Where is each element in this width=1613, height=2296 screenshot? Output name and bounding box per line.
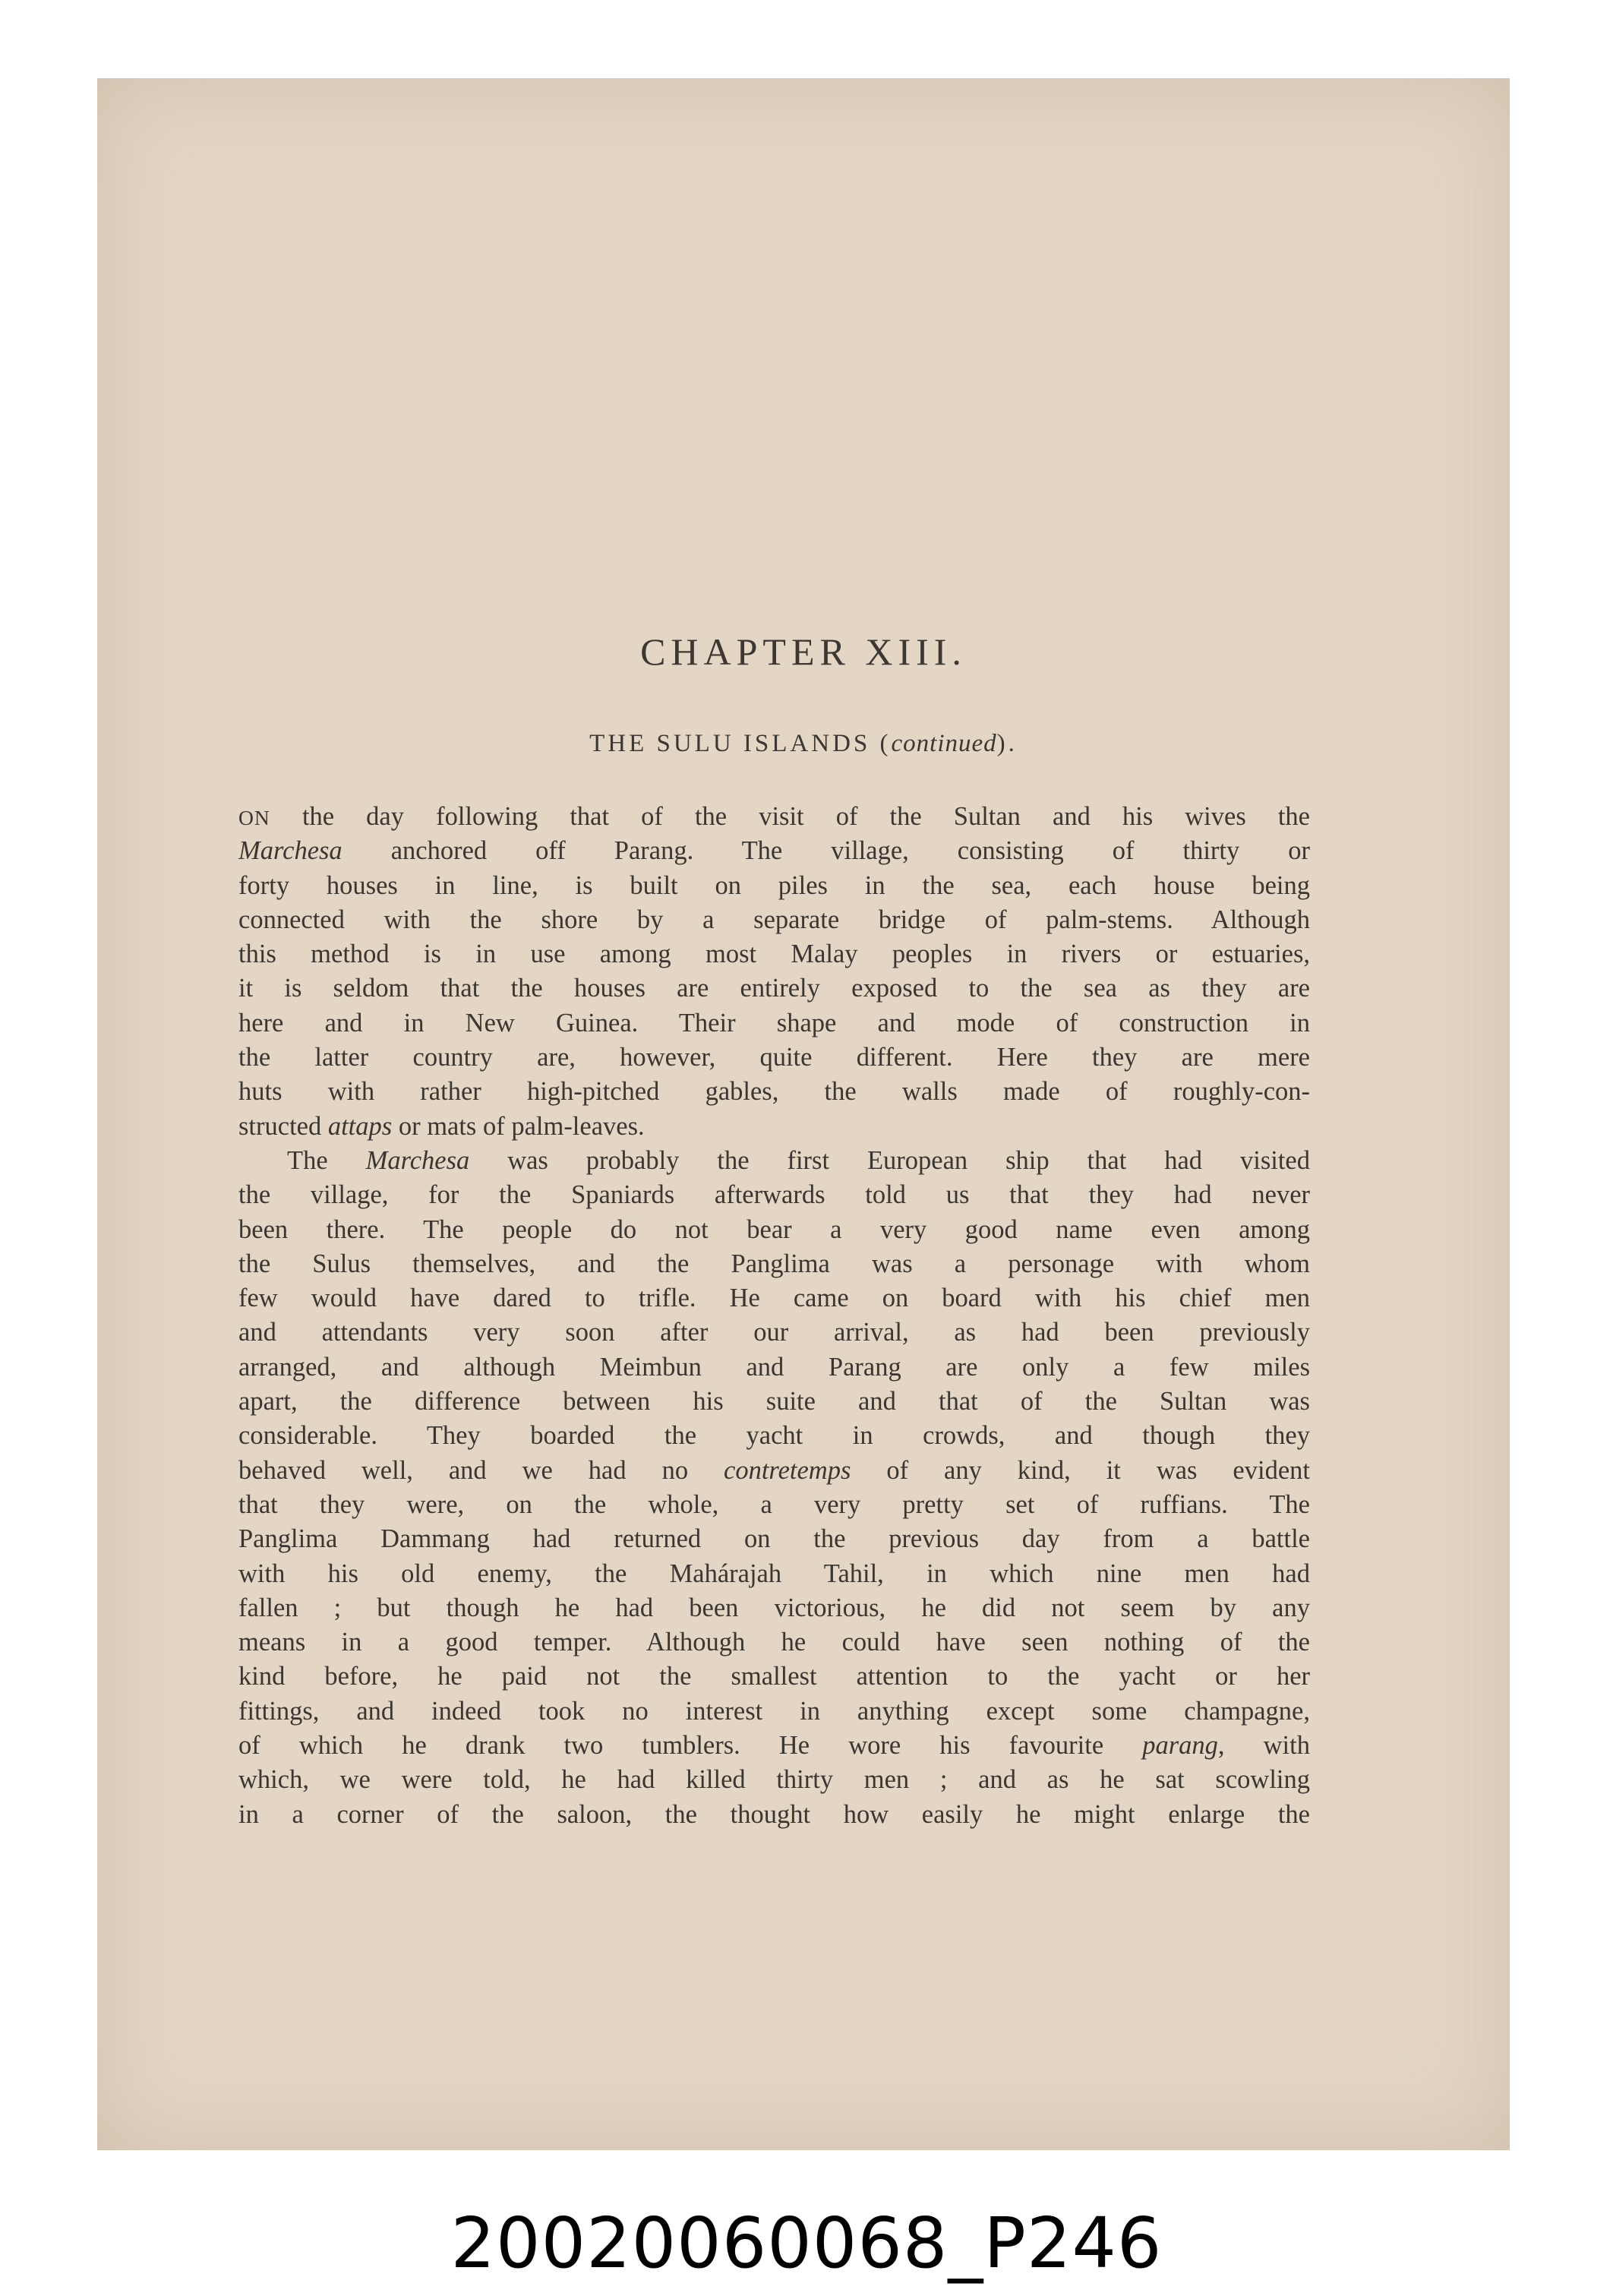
text-line <box>238 903 1310 937</box>
text-run: apart, the difference between his suite and that of the Sultan was <box>238 1387 1310 1416</box>
text-run: kind before, he paid not the smallest attention to the yacht or her <box>238 1662 1310 1691</box>
italic-term: Marchesa <box>238 836 342 866</box>
text-line <box>238 1798 1310 1832</box>
text-line <box>238 1041 1310 1075</box>
text-line <box>238 1454 1310 1488</box>
text-run: anchored off Parang. The village, consisting of thirty or <box>342 836 1310 866</box>
text-run: been there. The people do not bear a very good name even among <box>238 1214 1310 1244</box>
text-line <box>238 1625 1310 1660</box>
text-run: in a corner of the saloon, the thought how easily he might enlarge the <box>238 1799 1310 1829</box>
text-run: the latter country are, however, quite different. Here they are mere <box>238 1043 1310 1072</box>
chapter-subtitle <box>97 730 1510 758</box>
text-line <box>238 800 1310 834</box>
text-line <box>238 1660 1310 1694</box>
italic-term: parang <box>1142 1731 1218 1761</box>
text-run: forty houses in line, is built on piles in the sea, each house being <box>238 870 1310 900</box>
text-run: which, we were told, he had killed thirty men ; and as he sat scowling <box>238 1765 1310 1795</box>
text-run: the village, for the Spaniards afterwards told us that they had never <box>238 1180 1310 1210</box>
italic-term: Marchesa <box>365 1145 470 1175</box>
text-run: means in a good temper. Although he could have seen nothing of the <box>238 1628 1310 1657</box>
text-run: considerable. They boarded the yacht in crowds, and though they <box>238 1421 1310 1451</box>
text-run: , with <box>1217 1731 1310 1761</box>
text-line <box>238 1281 1310 1315</box>
text-line <box>238 1213 1310 1247</box>
text-run: the Sulus themselves, and the Panglima was a personage with whom <box>238 1249 1310 1278</box>
text-run: behaved well, and we had no <box>238 1455 724 1485</box>
subtitle-italic: continued <box>891 730 997 757</box>
text-line <box>238 1247 1310 1281</box>
text-line <box>238 1694 1310 1729</box>
text-line <box>238 1315 1310 1350</box>
text-line <box>238 1178 1310 1212</box>
italic-term: contretemps <box>724 1455 851 1485</box>
text-run: huts with rather high-pitched gables, the walls made of roughly-con- <box>238 1077 1310 1107</box>
text-run: that they were, on the whole, a very pretty set of ruffians. The <box>238 1489 1310 1519</box>
small-caps-word: ON <box>238 806 270 829</box>
text-line <box>238 834 1310 868</box>
text-line <box>238 1419 1310 1453</box>
text-line <box>238 1110 1310 1144</box>
text-line <box>238 1729 1310 1763</box>
text-run: with his old enemy, the Mahárajah Tahil, in which nine men had <box>238 1559 1310 1588</box>
text-line <box>238 1488 1310 1522</box>
text-run: structed <box>238 1111 328 1141</box>
text-line <box>238 1385 1310 1419</box>
text-run: was probably the first European ship that had visited <box>469 1145 1310 1175</box>
text-run: Panglima Dammang had returned on the previous day from a battle <box>238 1524 1310 1554</box>
accession-code: 20020060068_P246 <box>450 2203 1163 2284</box>
text-line <box>238 1557 1310 1591</box>
chapter-title: CHAPTER XIII. <box>640 630 967 673</box>
text-run: and attendants very soon after our arrival, as had been previously <box>238 1318 1310 1347</box>
text-run: of any kind, it was evident <box>851 1455 1310 1485</box>
subtitle-main: THE SULU ISLANDS ( <box>589 730 892 757</box>
scanned-page <box>97 78 1510 2150</box>
text-run: it is seldom that the houses are entirely exposed to the sea as they are <box>238 974 1310 1003</box>
italic-term: attaps <box>327 1111 393 1141</box>
text-run: fallen ; but though he had been victorious, he did not seem by any <box>238 1593 1310 1622</box>
text-run: the day following that of the visit of the Sultan and his wives the <box>270 802 1310 831</box>
text-line <box>238 1522 1310 1556</box>
text-run: The <box>287 1145 366 1175</box>
text-run: connected with the shore by a separate bridge of palm-stems. Although <box>238 905 1310 934</box>
body-text <box>238 800 1310 1832</box>
text-line <box>238 971 1310 1006</box>
text-run: of which he drank two tumblers. He wore his favourite <box>238 1731 1143 1761</box>
text-run: this method is in use among most Malay peoples in rivers or estuaries, <box>238 940 1310 969</box>
text-run: fittings, and indeed took no interest in anything except some champagne, <box>238 1696 1310 1726</box>
text-line <box>238 869 1310 903</box>
text-line <box>238 937 1310 971</box>
text-line <box>238 1144 1310 1178</box>
text-run: arranged, and although Meimbun and Parang are only a few miles <box>238 1352 1310 1382</box>
text-line <box>238 1006 1310 1041</box>
text-line <box>238 1350 1310 1385</box>
text-run: or mats of palm-leaves. <box>392 1111 645 1141</box>
text-line <box>238 1591 1310 1625</box>
text-line <box>238 1763 1310 1797</box>
text-line <box>238 1075 1310 1109</box>
subtitle-end: ). <box>996 730 1018 757</box>
text-run: here and in New Guinea. Their shape and mode of construction in <box>238 1008 1310 1037</box>
text-run: few would have dared to trifle. He came on board with his chief men <box>238 1284 1310 1313</box>
